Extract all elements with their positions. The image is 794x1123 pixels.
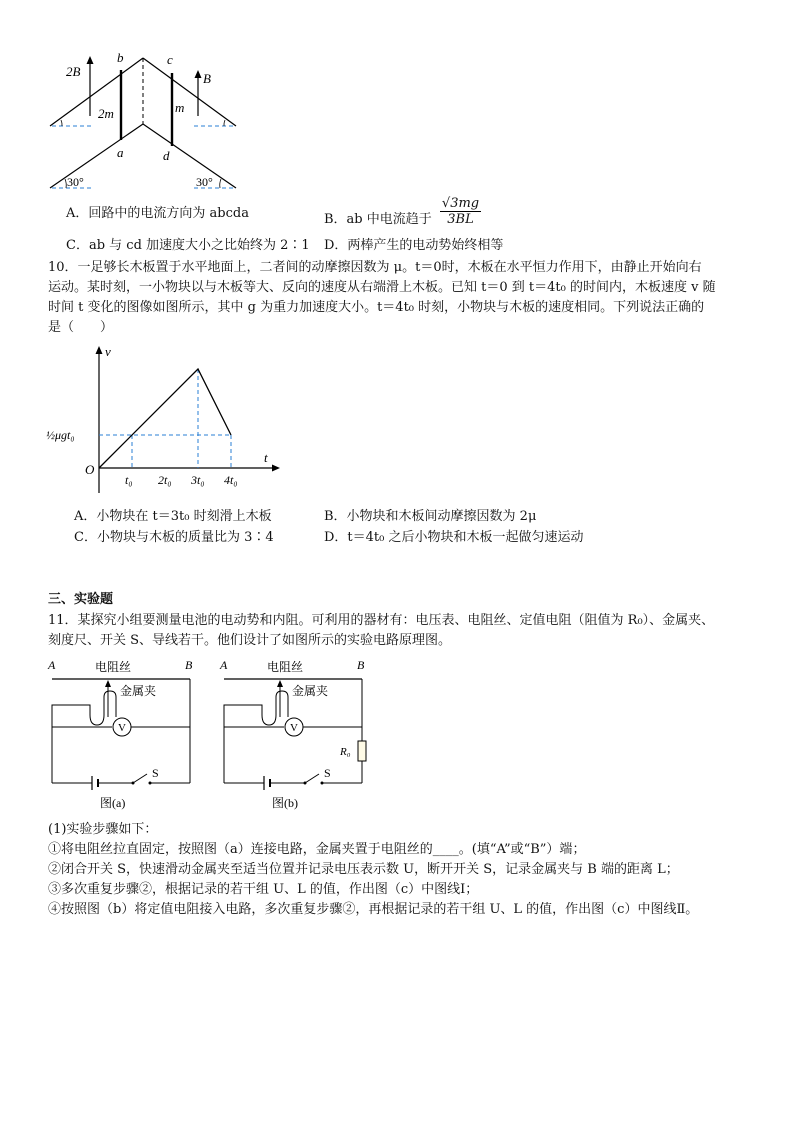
q10-option-c: C．小物块与木板的质量比为 3∶4 (74, 530, 274, 545)
circuit-b-label-B: B (357, 658, 365, 672)
x-axis-arrow (272, 465, 280, 472)
rails-figure (40, 48, 250, 198)
circuit-a-voltmeter: V (118, 722, 126, 734)
x-axis-label: t (264, 450, 268, 465)
q10-option-d: D．t＝4t₀ 之后小物块和木板一起做匀速运动 (324, 530, 584, 545)
label-a: a (117, 145, 124, 160)
step-1: ①将电阻丝拉直固定，按照图（a）连接电路，金属夹置于电阻丝的____。(填“A”或“B”）端； (48, 842, 586, 857)
y-axis-label: v (105, 344, 111, 359)
step-3: ③多次重复步骤②，根据记录的若干组 U、L 的值，作出图（c）中图线Ⅰ； (48, 882, 479, 897)
x-tick-label: t₀ (125, 473, 133, 487)
velocity-series-line (99, 369, 231, 468)
circuit-b-resistor: R₀ (340, 746, 351, 758)
label-d: d (163, 148, 170, 163)
q9-option-a: A．回路中的电流方向为 abcda (66, 206, 249, 221)
label-B: B (203, 71, 211, 86)
circuit-b-voltmeter: V (290, 722, 298, 734)
q10-stem-line1: 10．一足够长木板置于水平地面上，二者间的动摩擦因数为 μ。t＝0时，木板在水平恒力作用下，由静止开始向右 (48, 260, 702, 275)
q10-stem-line3: 时间 t 变化的图像如图所示，其中 g 为重力加速度大小。t＝4t₀ 时刻，小物块与木板的速度相同。下列说法正确的 (48, 300, 705, 315)
circuit-a-wire-label: 电阻丝 (95, 660, 132, 674)
x-tick-label: 3t₀ (191, 473, 205, 487)
q10-stem-line4: 是（ ） (48, 320, 114, 335)
circuit-b-label-A: A (220, 658, 228, 672)
x-tick-label: 4t₀ (224, 473, 238, 487)
q10-stem-line2: 运动。某时刻，一小物块以与木板等大、反向的速度从右端滑上木板。已知 t＝0 到 t＝4t₀ 的时间内，木板速度 v 随 (48, 280, 716, 295)
circuit-b-wire-label: 电阻丝 (267, 660, 304, 674)
y-tick-label: ½μgt₀ (46, 428, 75, 442)
q9-option-d: D．两棒产生的电动势始终相等 (324, 238, 504, 253)
circuit-a-switch: S (152, 766, 159, 780)
angle-right: 30° (196, 175, 213, 189)
q9-option-b-prefix: B．ab 中电流趋于 (324, 212, 432, 227)
velocity-time-chart (44, 340, 294, 510)
q10-option-b: B．小物块和木板间动摩擦因数为 2μ (324, 509, 537, 524)
angle-left: 30° (67, 175, 84, 189)
circuit-a (40, 655, 200, 815)
q9-option-b (324, 196, 481, 232)
section-title: 三、实验题 (48, 592, 114, 607)
q9-option-b-fraction (440, 196, 481, 227)
y-axis-arrow (96, 346, 103, 354)
step-2: ②闭合开关 S，快速滑动金属夹至适当位置并记录电压表示数 U，断开开关 S，记录金属夹与 B 端的距离 L； (48, 862, 679, 877)
circuit-a-caption: 图(a) (100, 796, 126, 810)
circuit-b-caption: 图(b) (272, 796, 298, 810)
label-c: c (167, 52, 173, 67)
q9-option-c: C．ab 与 cd 加速度大小之比始终为 2∶1 (66, 238, 310, 253)
q11-line2: 刻度尺、开关 S、导线若干。他们设计了如图所示的实验电路原理图。 (48, 633, 452, 648)
fraction-numerator: √3mg (441, 196, 480, 211)
x-tick-label: 2t₀ (158, 473, 172, 487)
steps-intro: (1)实验步骤如下： (48, 822, 158, 837)
label-b: b (117, 50, 124, 65)
circuit-b-switch: S (324, 766, 331, 780)
circuit-b (212, 655, 382, 815)
q11-line1: 11．某探究小组要测量电池的电动势和内阻。可利用的器材有：电压表、电阻丝、定值电阻（阻值为 R₀）、金属夹、 (48, 613, 715, 628)
label-2B: 2B (66, 64, 81, 79)
circuit-a-label-A: A (48, 658, 56, 672)
circuit-b-clip-label: 金属夹 (292, 684, 329, 698)
origin-label: O (85, 462, 95, 477)
circuit-a-clip-label: 金属夹 (120, 684, 157, 698)
label-2m: 2m (98, 106, 114, 121)
label-m: m (175, 100, 185, 115)
fraction-denominator: 3BL (447, 212, 474, 227)
q10-option-a: A．小物块在 t＝3t₀ 时刻滑上木板 (74, 509, 272, 524)
step-4: ④按照图（b）将定值电阻接入电路，多次重复步骤②，再根据记录的若干组 U、L 的值，作出图（c）中图线Ⅱ。 (48, 902, 699, 917)
circuit-a-label-B: B (185, 658, 193, 672)
